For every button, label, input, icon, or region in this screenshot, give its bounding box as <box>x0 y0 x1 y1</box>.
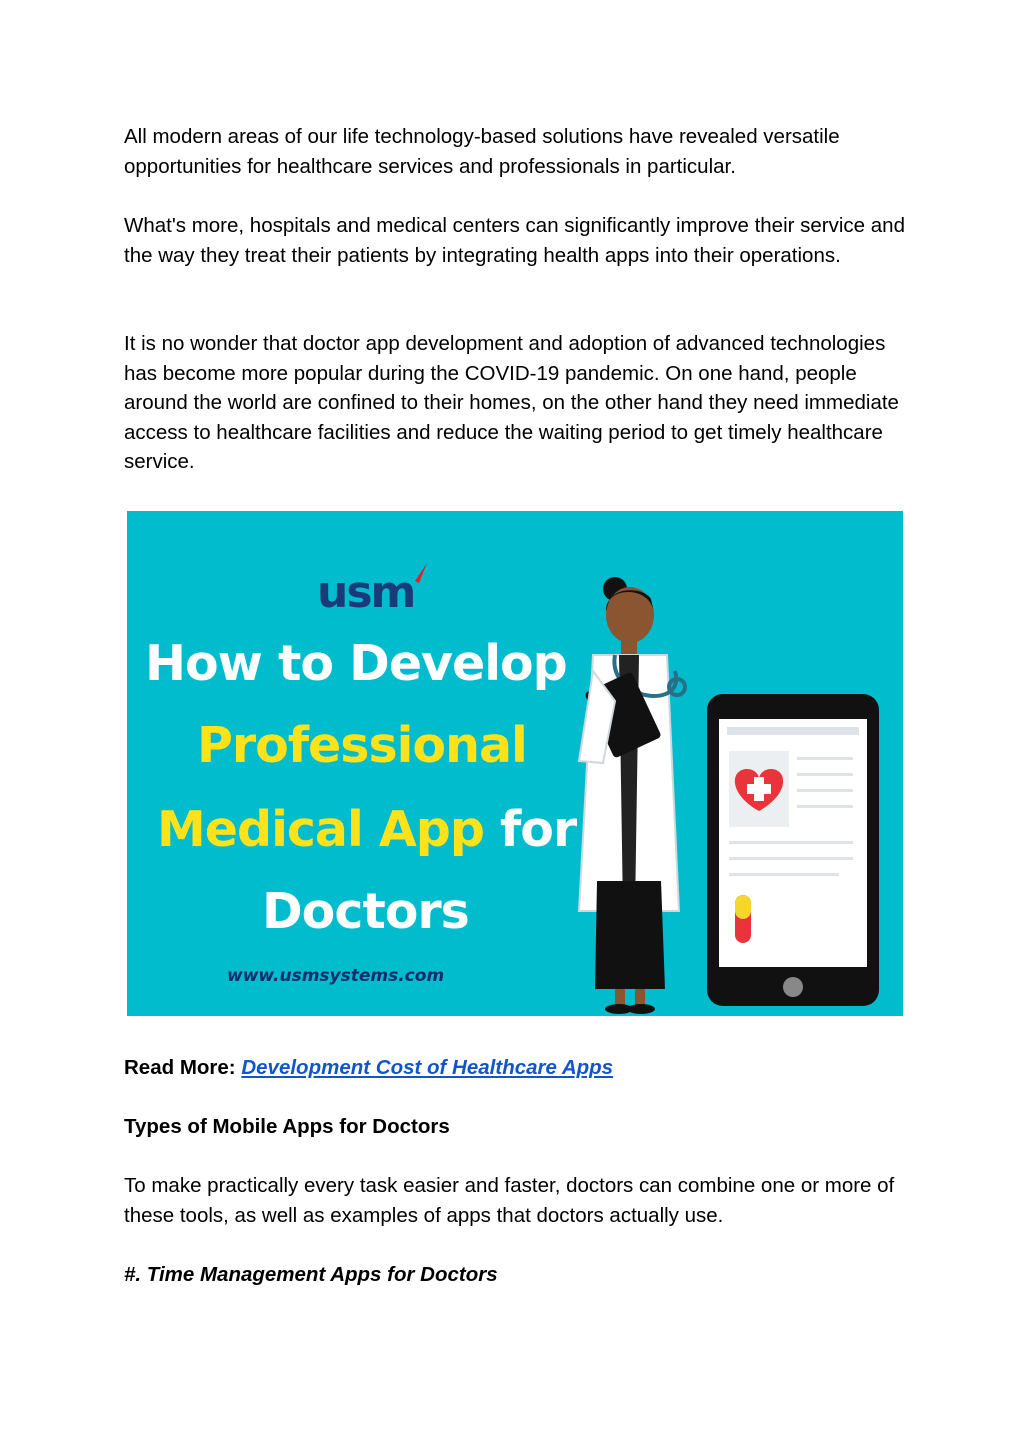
logo-swoosh-icon <box>415 563 427 583</box>
subsection-heading-time-management: #. Time Management Apps for Doctors <box>124 1263 498 1286</box>
banner-title-line-2: Professional <box>197 717 527 774</box>
section-heading-types: Types of Mobile Apps for Doctors <box>124 1115 450 1138</box>
banner-title-line-1: How to Develop <box>145 635 567 692</box>
tools-paragraph: To make practically every task easier and faster, doctors can combine one or more of these tools, as well as examples of apps that doctors actually use. <box>124 1174 895 1227</box>
intro-paragraph: All modern areas of our life technology-based solutions have revealed versatile opportunities for healthcare services and professionals in particular. <box>124 125 840 178</box>
banner-title-line-3 <box>157 801 576 858</box>
usm-logo: usm <box>317 567 415 618</box>
phone-illustration <box>707 694 879 1006</box>
banner-title-line-4: Doctors <box>262 883 469 940</box>
read-more-label: Read More: <box>124 1056 236 1079</box>
read-more-line <box>124 1053 613 1083</box>
covid-paragraph: It is no wonder that doctor app development and adoption of advanced technologies has become more popular during the COVID-19 pandemic. On one hand, people around the world are confined to their homes, on the other hand they need immediate access to healthcare facilities and reduce the waiting period to get timely healthcare service. <box>124 332 899 474</box>
read-more-link[interactable]: Development Cost of Healthcare Apps <box>241 1056 614 1079</box>
banner-title-line-3-white: for <box>483 801 577 858</box>
banner-title-line-3-yellow: Medical App <box>157 801 484 858</box>
banner-website: www.usmsystems.com <box>227 966 445 986</box>
doctor-illustration <box>579 577 685 1014</box>
hospitals-paragraph: What's more, hospitals and medical centers can significantly improve their service and the way they treat their patients by integrating health apps into their operations. <box>124 214 905 267</box>
article-banner-image <box>127 511 903 1016</box>
